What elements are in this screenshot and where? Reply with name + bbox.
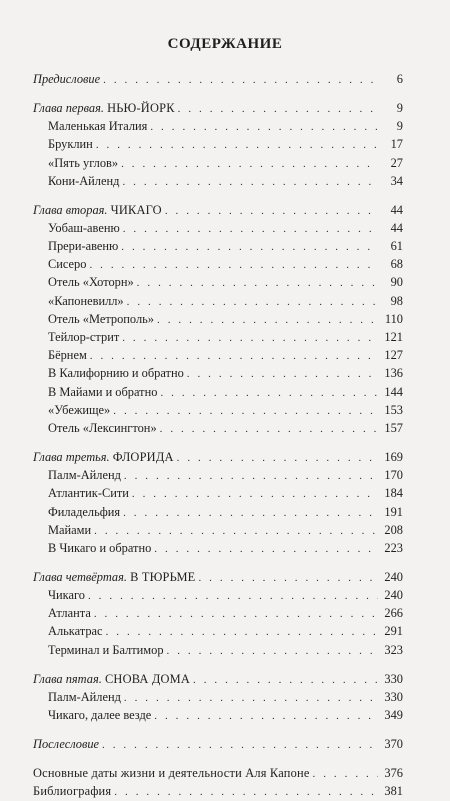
toc-subentry [33, 401, 403, 419]
page-number: 170 [384, 468, 403, 483]
page-number: 381 [384, 784, 403, 799]
dot-leader [177, 449, 378, 467]
toc-subentry [33, 219, 403, 237]
toc-subentry [33, 466, 403, 484]
chapter-number: Глава вторая. [33, 202, 108, 217]
toc-subentry [33, 172, 403, 190]
page-number: 110 [384, 311, 403, 326]
page-number: 169 [384, 449, 403, 464]
toc-subentry [33, 503, 403, 521]
section-title: Майами [48, 522, 92, 537]
section-title: Маленькая Италия [48, 119, 148, 134]
entry-label [48, 622, 103, 640]
page-number: 17 [390, 137, 403, 152]
entry-label [33, 670, 190, 688]
entry-label [48, 484, 129, 502]
page-number: 330 [384, 671, 403, 686]
entry-label [48, 328, 119, 346]
toc-entry [33, 568, 403, 586]
toc-entry [33, 70, 403, 88]
entry-label [48, 521, 91, 539]
dot-leader [165, 202, 378, 220]
dot-leader [121, 238, 378, 256]
page-number: 330 [384, 689, 403, 704]
toc-entry [33, 782, 403, 800]
chapter-title: Основные даты жизни и деятельности Аля Капоне [33, 765, 310, 780]
page-number: 90 [390, 275, 403, 290]
table-of-contents [33, 70, 403, 800]
toc-entry [33, 764, 403, 782]
toc-subentry [33, 641, 403, 659]
entry-label [33, 735, 99, 753]
toc-subentry [33, 117, 403, 135]
section-title: «Пять углов» [48, 155, 119, 170]
chapter-number: Глава третья. [33, 449, 110, 464]
dot-leader [137, 274, 378, 292]
section-title: Отель «Лексингтон» [48, 420, 157, 435]
page-number: 184 [384, 486, 403, 501]
chapter-title: НЬЮ-ЙОРК [107, 100, 175, 115]
entry-label [48, 688, 121, 706]
entry-label [48, 310, 154, 328]
page-number: 349 [384, 707, 403, 722]
dot-leader [89, 256, 378, 274]
dot-leader [193, 671, 378, 689]
entry-label [48, 273, 134, 291]
page-number: 6 [396, 72, 403, 86]
dot-leader [114, 783, 378, 801]
toc-subentry [33, 328, 403, 346]
dot-leader [198, 569, 378, 587]
page-number: 34 [390, 173, 403, 188]
chapter-number: Предисловие [33, 72, 101, 86]
toc-subentry [33, 346, 403, 364]
page-title: СОДЕРЖАНИЕ [167, 36, 283, 52]
toc-subentry [33, 154, 403, 172]
entry-label [48, 364, 184, 382]
dot-leader [96, 136, 378, 154]
section-title: В Майами и обратно [48, 384, 158, 399]
page-number: 44 [390, 202, 403, 217]
toc-subentry [33, 604, 403, 622]
chapter-title: ЧИКАГО [110, 202, 162, 217]
dot-leader [313, 765, 378, 783]
page-number: 98 [390, 293, 403, 308]
page-number: 153 [384, 402, 403, 417]
entry-label [48, 172, 119, 190]
toc-entry [33, 201, 403, 219]
page-number: 376 [384, 765, 403, 780]
dot-leader [113, 402, 378, 420]
dot-leader [88, 587, 378, 605]
page-number: 127 [384, 348, 403, 363]
chapter-title: СНОВА ДОМА [104, 671, 191, 686]
chapter-number: Глава четвёртая. [33, 569, 127, 584]
page-number: 61 [390, 239, 403, 254]
entry-label [33, 448, 174, 466]
entry-label [48, 706, 151, 724]
section-title: Терминал и Балтимор [48, 642, 164, 657]
section-title: Чикаго, далее везде [48, 707, 152, 722]
entry-label [48, 154, 118, 172]
section-title: Бруклин [48, 137, 93, 152]
dot-leader [154, 707, 378, 725]
section-title: Тейлор-стрит [48, 330, 120, 345]
toc-subentry [33, 310, 403, 328]
dot-leader [94, 605, 378, 623]
toc-subentry [33, 484, 403, 502]
dot-leader [124, 689, 378, 707]
dot-leader [124, 467, 378, 485]
toc-subentry [33, 383, 403, 401]
section-title: В Калифорнию и обратно [48, 366, 184, 381]
entry-label [33, 70, 100, 88]
entry-label [48, 383, 157, 401]
section-title: Отель «Метрополь» [48, 311, 154, 326]
entry-label [48, 117, 147, 135]
chapter-title: В ТЮРЬМЕ [130, 569, 196, 584]
section-title: Прери-авеню [48, 239, 119, 254]
section-title: Атлантик-Сити [48, 486, 129, 501]
entry-label [33, 782, 111, 800]
page-number: 208 [384, 522, 403, 537]
entry-label [33, 201, 162, 219]
dot-leader [122, 329, 378, 347]
toc-subentry [33, 364, 403, 382]
dot-leader [123, 504, 378, 522]
toc-entry [33, 735, 403, 753]
toc-entry [33, 99, 403, 117]
toc-subentry [33, 273, 403, 291]
entry-label [48, 401, 110, 419]
chapter-title: Библиография [33, 784, 112, 799]
section-title: Сисеро [48, 257, 87, 272]
page-number: 68 [390, 257, 403, 272]
section-title: Отель «Хоторн» [48, 275, 134, 290]
entry-label [48, 255, 86, 273]
toc-subentry [33, 539, 403, 557]
page-number: 291 [384, 624, 403, 639]
page-number: 240 [384, 588, 403, 603]
page-number: 323 [384, 642, 403, 657]
entry-label [48, 419, 157, 437]
page-number: 191 [384, 504, 403, 519]
page-number: 144 [384, 384, 403, 399]
toc-subentry [33, 622, 403, 640]
dot-leader [127, 293, 378, 311]
entry-label [48, 641, 164, 659]
dot-leader [94, 522, 378, 540]
chapter-title: ФЛОРИДА [112, 449, 174, 464]
toc-subentry [33, 237, 403, 255]
section-title: Палм-Айленд [48, 689, 121, 704]
section-title: «Капоневилл» [48, 293, 124, 308]
entry-label [48, 292, 124, 310]
toc-entry [33, 448, 403, 466]
dot-leader [150, 118, 378, 136]
toc-subentry [33, 688, 403, 706]
section-title: Филадельфия [48, 504, 121, 519]
section-title: В Чикаго и обратно [48, 540, 152, 555]
section-title: Кони-Айленд [48, 173, 120, 188]
entry-label [48, 237, 118, 255]
dot-leader [157, 311, 378, 329]
toc-subentry [33, 521, 403, 539]
toc-subentry [33, 255, 403, 273]
dot-leader [132, 485, 378, 503]
toc-entry [33, 670, 403, 688]
entry-label [33, 764, 310, 782]
dot-leader [187, 365, 378, 383]
entry-label [48, 503, 120, 521]
toc-subentry [33, 292, 403, 310]
section-title: Атланта [48, 606, 91, 621]
page-number: 44 [390, 220, 403, 235]
page-number: 370 [384, 736, 403, 751]
entry-label [48, 219, 120, 237]
dot-leader [154, 540, 378, 558]
chapter-number: Глава первая. [33, 100, 104, 115]
dot-leader [90, 347, 378, 365]
entry-label [33, 568, 195, 586]
toc-subentry [33, 135, 403, 153]
section-title: Алькатрас [48, 624, 103, 639]
dot-leader [167, 642, 378, 660]
section-title: «Убежище» [48, 402, 111, 417]
dot-leader [160, 384, 378, 402]
page-number: 121 [384, 330, 403, 345]
page-number: 223 [384, 540, 403, 555]
dot-leader [123, 220, 378, 238]
entry-label [48, 539, 151, 557]
section-title: Бёрнем [48, 348, 87, 363]
entry-label [48, 466, 121, 484]
page-number: 240 [384, 569, 403, 584]
page-number: 157 [384, 420, 403, 435]
page-number: 9 [396, 100, 403, 115]
toc-subentry [33, 706, 403, 724]
page-number: 27 [390, 155, 403, 170]
dot-leader [178, 100, 378, 118]
entry-label [48, 346, 87, 364]
section-title: Палм-Айленд [48, 468, 121, 483]
entry-label [48, 586, 85, 604]
section-title: Уобаш-авеню [48, 220, 120, 235]
section-title: Чикаго [48, 588, 85, 603]
dot-leader [122, 173, 378, 191]
entry-label [48, 135, 93, 153]
page-number: 136 [384, 366, 403, 381]
toc-subentry [33, 419, 403, 437]
dot-leader [121, 155, 378, 173]
dot-leader [103, 71, 378, 89]
dot-leader [106, 623, 378, 641]
dot-leader [160, 420, 378, 438]
chapter-number: Глава пятая. [33, 671, 102, 686]
chapter-number: Послесловие [33, 736, 100, 751]
page-number: 9 [396, 119, 403, 134]
entry-label [33, 99, 175, 117]
page-number: 266 [384, 606, 403, 621]
toc-subentry [33, 586, 403, 604]
entry-label [48, 604, 91, 622]
dot-leader [102, 736, 378, 754]
